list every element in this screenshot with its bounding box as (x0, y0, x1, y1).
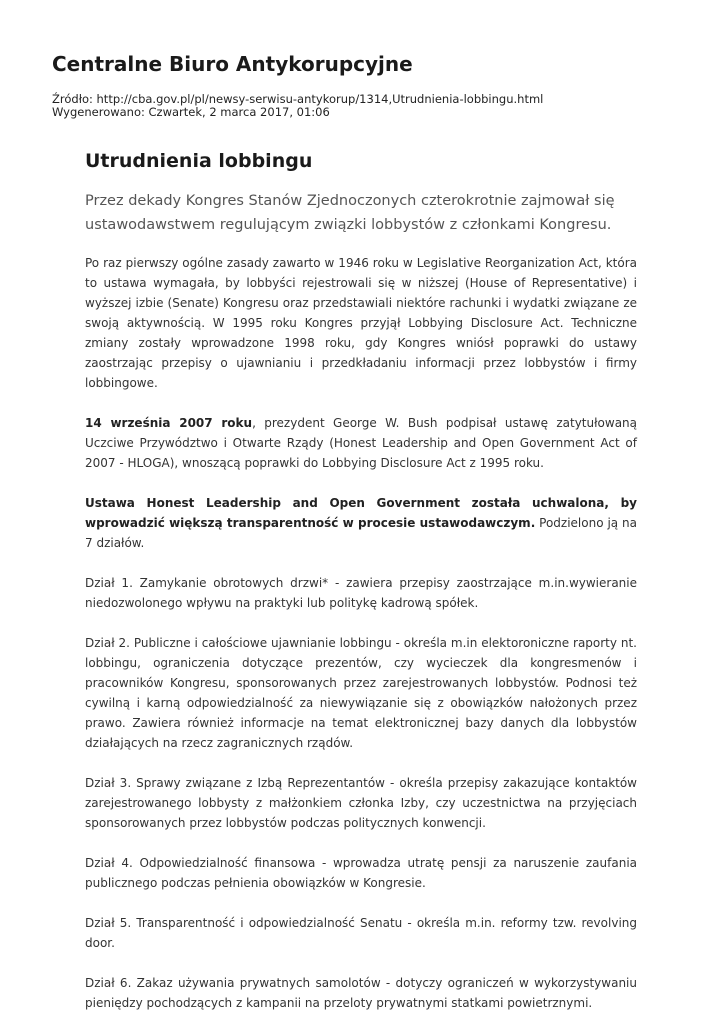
section-6: Dział 6. Zakaz używania prywatnych samolotów - dotyczy ograniczeń w wykorzystywaniu pieniędzy pochodzących z kampanii na przeloty prywatnymi statkami powietrznymi. (85, 976, 637, 1010)
article (85, 148, 637, 1033)
source-url: Źródło: http://cba.gov.pl/pl/newsy-serwisu-antykorup/1314,Utrudnienia-lobbingu.html (52, 92, 544, 106)
section-3: Dział 3. Sprawy związane z Izbą Reprezentantów - określa przepisy zakazujące kontaktów zarejestrowanego lobbysty z małżonkiem członka Izby, czy uczestnictwa na przyjęciach sponsorowanych przez lobbystów podczas politycznych konwencji. (85, 776, 637, 830)
date-bold: 14 września 2007 roku (85, 416, 253, 430)
article-title: Utrudnienia lobbingu (85, 150, 313, 172)
article-lead: Przez dekady Kongres Stanów Zjednoczonych czterokrotnie zajmował się ustawodawstwem regulującym związki lobbystów z członkami Kongresu. (85, 193, 615, 233)
section-4: Dział 4. Odpowiedzialność finansowa - wprowadza utratę pensji za naruszenie zaufania publicznego podczas pełnienia obowiązków w Kongresie. (85, 856, 637, 890)
section-1: Dział 1. Zamykanie obrotowych drzwi* - zawiera przepisy zaostrzające m.in.wywieranie niedozwolonego wpływu na praktyki lub politykę kadrową spółek. (85, 576, 637, 610)
document-meta (52, 93, 543, 119)
generated-date: Wygenerowano: Czwartek, 2 marca 2017, 01:06 (52, 105, 330, 119)
paragraph-text: , prezydent George W. Bush podpisał ustawę zatytułowaną Uczciwe Przywództwo i Otwarte Rządy (Honest Leadership and Open Government Act of 2007 - HLOGA), wnoszącą poprawki do Lobbying Disclosure Act z 1995 roku. (85, 416, 637, 470)
paragraph-history: Po raz pierwszy ogólne zasady zawarto w 1946 roku w Legislative Reorganization Act, która to ustawa wymagała, by lobbyści rejestrowali się w niższej (House of Representative) i wyższej izbie (Senate) Kongresu oraz przedstawiali niektóre rachunki i wydatki związane ze swoją aktywnością. W 1995 roku Kongres przyjął Lobbying Disclosure Act. Techniczne zmiany zostały wprowadzone 1998 roku, gdy Kongres wniósł poprawki do ustawy zaostrzając przepisy o ujawnianiu i przedkładaniu informacji przez lobbystów i firmy lobbingowe. (85, 256, 637, 390)
paragraph-text: Podzielono ją na 7 działów. (85, 516, 637, 550)
paragraph-hloga (85, 413, 637, 473)
section-5: Dział 5. Transparentność i odpowiedzialność Senatu - określa m.in. reformy tzw. revolving door. (85, 916, 637, 950)
section-2: Dział 2. Publiczne i całościowe ujawnianie lobbingu - określa m.in elektoroniczne raporty nt. lobbingu, ograniczenia dotyczące prezentów, czy wycieczek dla kongresmenów i pracowników Kongresu, sponsorowanych przez zarejestrowanych lobbystów. Podnosi też cywilną i karną odpowiedzialność za niewywiązanie się z obowiązków nałożonych przez prawo. Zawiera również informacje na temat elektronicznej bazy danych dla lobbystów działających na rzecz zagranicznych rządów. (85, 636, 637, 750)
site-title: Centralne Biuro Antykorupcyjne (52, 52, 413, 76)
purpose-bold: Ustawa Honest Leadership and Open Government została uchwalona, by wprowadzić większą transparentność w procesie ustawodawczym. (85, 496, 637, 530)
paragraph-purpose (85, 493, 637, 553)
